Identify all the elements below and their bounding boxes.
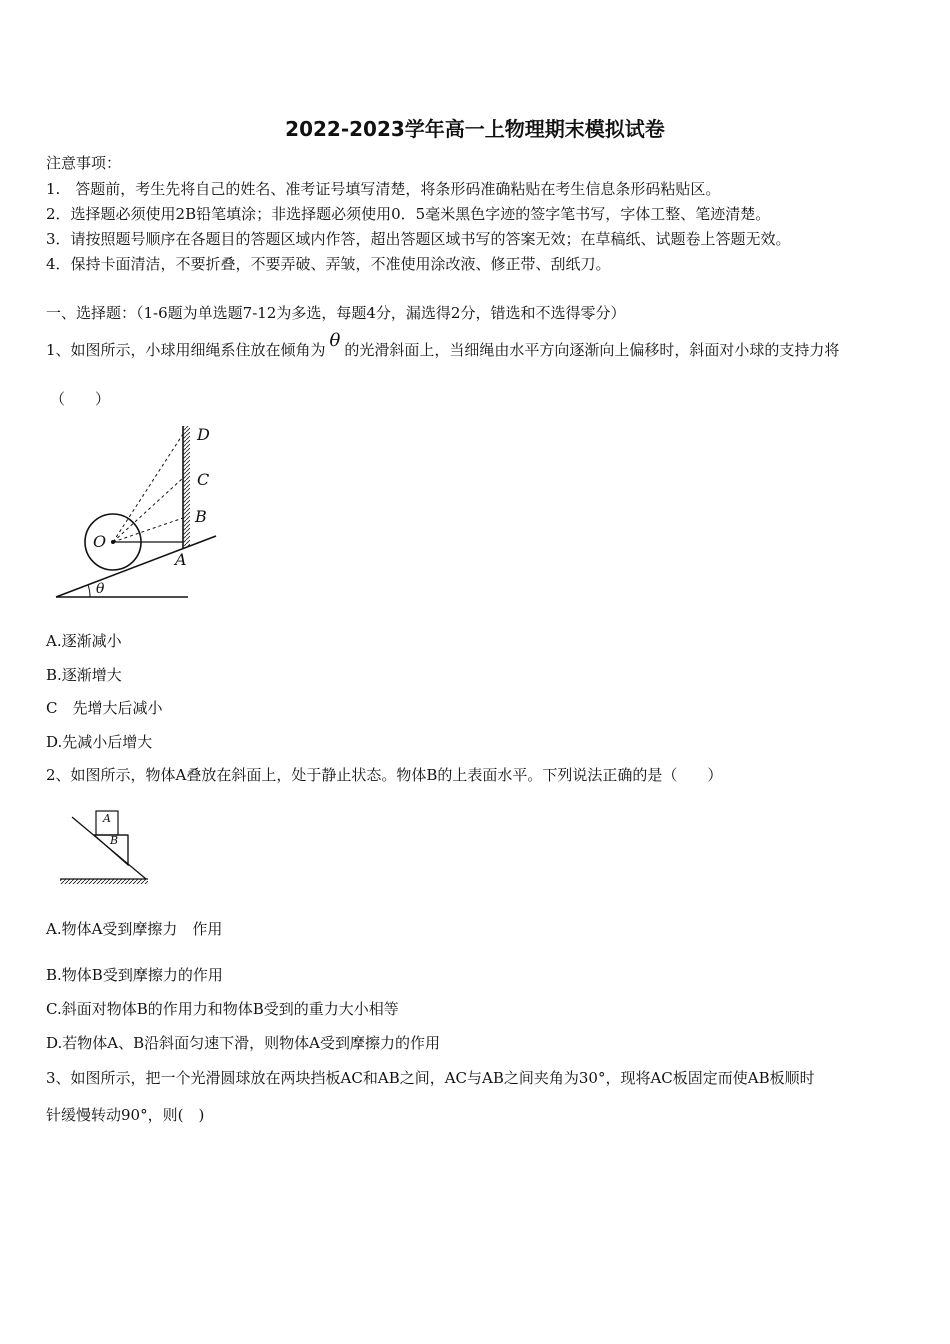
notice-item-1: 1. 答题前，考生先将自己的姓名、准考证号填写清楚，将条形码准确粘贴在考生信息条形码粘贴区。 (46, 180, 721, 198)
q2-option-b: B.物体B受到摩擦力的作用 (46, 966, 223, 984)
q3-stem-line2: 针缓慢转动90°，则( ) (46, 1106, 205, 1124)
q2-option-a: A.物体A受到摩擦力 作用 (46, 920, 223, 938)
q1-label-theta: θ (96, 581, 105, 597)
q2-label-b: B (110, 834, 119, 847)
q1-label-a: A (175, 550, 187, 569)
page-title: 2022-2023学年高一上物理期末模拟试卷 (285, 117, 665, 141)
q3-stem-line1: 3、如图所示，把一个光滑圆球放在两块挡板AC和AB之间，AC与AB之间夹角为30°，现将AC板固定而使AB板顺时 (46, 1069, 815, 1087)
incline-line (56, 536, 216, 597)
q1-label-c: C (197, 470, 210, 489)
notice-item-3: 3．请按照题号顺序在各题目的答题区域内作答，超出答题区域书写的答案无效；在草稿纸、试题卷上答题无效。 (46, 230, 791, 248)
wall-hatch (183, 426, 190, 546)
q2-label-a: A (103, 812, 111, 825)
q1-option-b: B.逐渐增大 (46, 666, 122, 684)
ground-hatch (60, 879, 148, 884)
q2-option-c: C.斜面对物体B的作用力和物体B受到的重力大小相等 (46, 1000, 399, 1018)
q2-stem: 2、如图所示，物体A叠放在斜面上，处于静止状态。物体B的上表面水平。下列说法正确的是（ ） (46, 766, 723, 784)
section-heading: 一、选择题：（1-6题为单选题7-12为多选，每题4分，漏选得2分，错选和不选得零分） (46, 304, 626, 322)
q1-stem-part1: 1、如图所示，小球用细绳系住放在倾角为 (46, 341, 326, 359)
rope-b (113, 518, 183, 542)
notice-item-4: 4．保持卡面清洁，不要折叠，不要弄破、弄皱，不准使用涂改液、修正带、刮纸刀。 (46, 255, 611, 273)
q1-option-a: A.逐渐减小 (46, 632, 122, 650)
q1-label-b: B (195, 507, 207, 526)
q1-blank: （ ） (50, 390, 111, 408)
q1-stem-part2: 的光滑斜面上，当细绳由水平方向逐渐向上偏移时，斜面对小球的支持力将 (344, 341, 840, 359)
notice-heading: 注意事项： (46, 154, 122, 172)
theta-arc (88, 585, 90, 597)
notice-item-2: 2．选择题必须使用2B铅笔填涂；非选择题必须使用0．5毫米黑色字迹的签字笔书写，字体工整、笔迹清楚。 (46, 205, 771, 223)
q1-stem (46, 330, 840, 360)
q1-option-d: D.先减小后增大 (46, 733, 153, 751)
q1-theta-symbol: θ (329, 330, 341, 351)
q2-option-d: D.若物体A、B沿斜面匀速下滑，则物体A受到摩擦力的作用 (46, 1034, 440, 1052)
rope-c (113, 478, 183, 542)
q1-label-o: O (93, 532, 107, 551)
q1-option-c: C 先增大后减小 (46, 699, 163, 717)
q1-label-d: D (197, 425, 210, 444)
